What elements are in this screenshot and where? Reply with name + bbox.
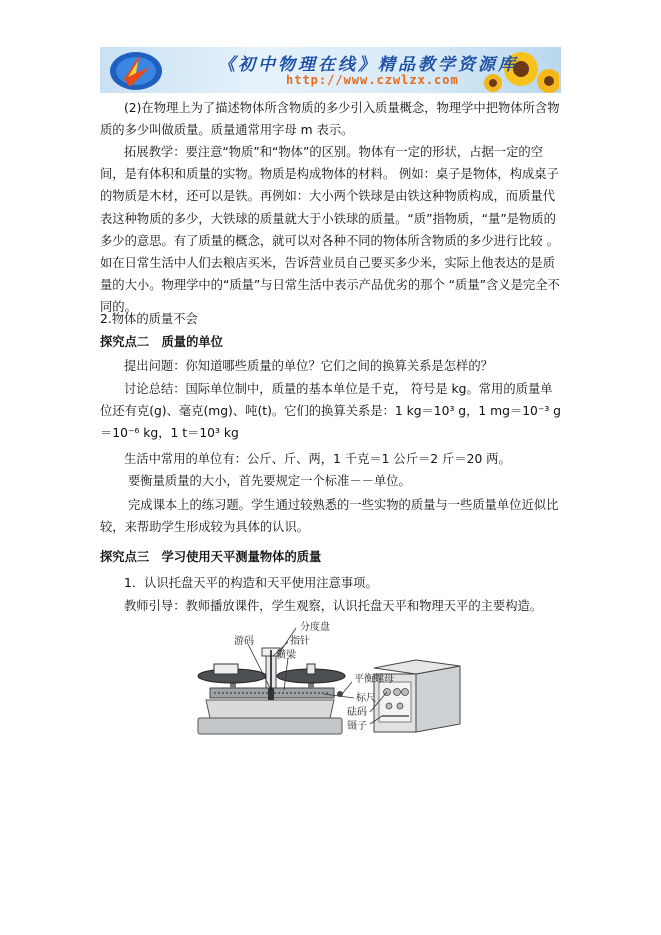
- weight-piece: [397, 703, 403, 709]
- weight-piece: [394, 689, 401, 696]
- label-tweezers: 镊子: [347, 721, 367, 732]
- label-beam: 横梁: [276, 650, 296, 661]
- banner-title: 《初中物理在线》精品教学资源库: [218, 55, 518, 75]
- logo-icon: [106, 49, 176, 91]
- section-heading-balance: 探究点三 学习使用天平测量物体的质量: [100, 550, 322, 564]
- balance-diagram: [184, 620, 470, 745]
- balance-base: [206, 700, 334, 718]
- paragraph-exercise: 完成课本上的练习题。学生通过较熟悉的一些实物的质量与一些质量单位近似比较，来帮助学生形成较为具体的认识。: [100, 498, 559, 535]
- banner-url[interactable]: http://www.czwlzx.com: [286, 73, 459, 87]
- weight-piece: [402, 689, 409, 696]
- paragraph-daily-units: 生活中常用的单位有：公斤、斤、两，1 千克＝1 公斤＝2 斤＝20 两。: [124, 452, 511, 466]
- paragraph-standard-unit: 要衡量质量的大小，首先要规定一个标准－－单位。: [128, 474, 411, 488]
- label-weights: 砝码: [347, 707, 367, 718]
- weight-piece: [386, 703, 392, 709]
- object-on-pan: [214, 664, 238, 674]
- label-scale: 标尺: [356, 693, 376, 704]
- label-rider: 游码: [234, 636, 254, 647]
- paragraph-balance-structure: 1．认识托盘天平的构造和天平使用注意事项。: [124, 576, 378, 590]
- paragraph-extension-teaching: 拓展教学：要注意“物质”和“物体”的区别。物体有一定的形状，占据一定的空间，是有体积和质量的实物。物质是构成物体的材料。 例如：桌子是物体，构成桌子的物质是木材，还可以是铁。再例如：大小两个铁球是由铁这种物质构成，而质量代表这种物质的多少，大铁球的质量就大于小铁球的质量。“质”指物质，“量”是物质的多少的意思。有了质量的概念，就可以对各种不同的物体所含物质的多少进行比较 。如在日常生活中人们去粮店买米，告诉营业员自己要买多少米，实际上他表达的是质量的大小。物理学中的“质量”与日常生活中表示产品优劣的那个 “质量”含义是完全不同的。: [100, 145, 560, 315]
- paragraph-unit-summary: 讨论总结：国际单位制中，质量的基本单位是千克， 符号是 kg。常用的质量单位还有克(g)、毫克(mg)、吨(t)。它们的换算关系是：1 kg＝10³ g，1 mg＝10⁻³ g＝10⁻⁶ kg，1 t＝10³ kg: [100, 382, 561, 441]
- balance-foot: [198, 718, 342, 734]
- weight-box-side: [416, 666, 460, 732]
- label-pointer: 指针: [290, 636, 310, 647]
- weight-on-pan: [307, 664, 315, 674]
- paragraph-mass-concept: (2)在物理上为了描述物体所含物质的多少引入质量概念，物理学中把物体所含物质的多少叫做质量。质量通常用字母 m 表示。: [100, 101, 560, 138]
- paragraph-teacher-guide: 教师引导：教师播放课件，学生观察，认识托盘天平和物理天平的主要构造。: [124, 599, 543, 613]
- section-heading-units: 探究点二 质量的单位: [100, 335, 223, 349]
- header-banner: [100, 47, 561, 93]
- label-dial: 分度盘: [300, 622, 330, 633]
- label-nut: 平衡螺母: [354, 674, 394, 685]
- paragraph-mass-invariance: 2.物体的质量不会: [100, 312, 198, 326]
- paragraph-question: 提出问题：你知道哪些质量的单位？它们之间的换算关系是怎样的？: [124, 359, 493, 373]
